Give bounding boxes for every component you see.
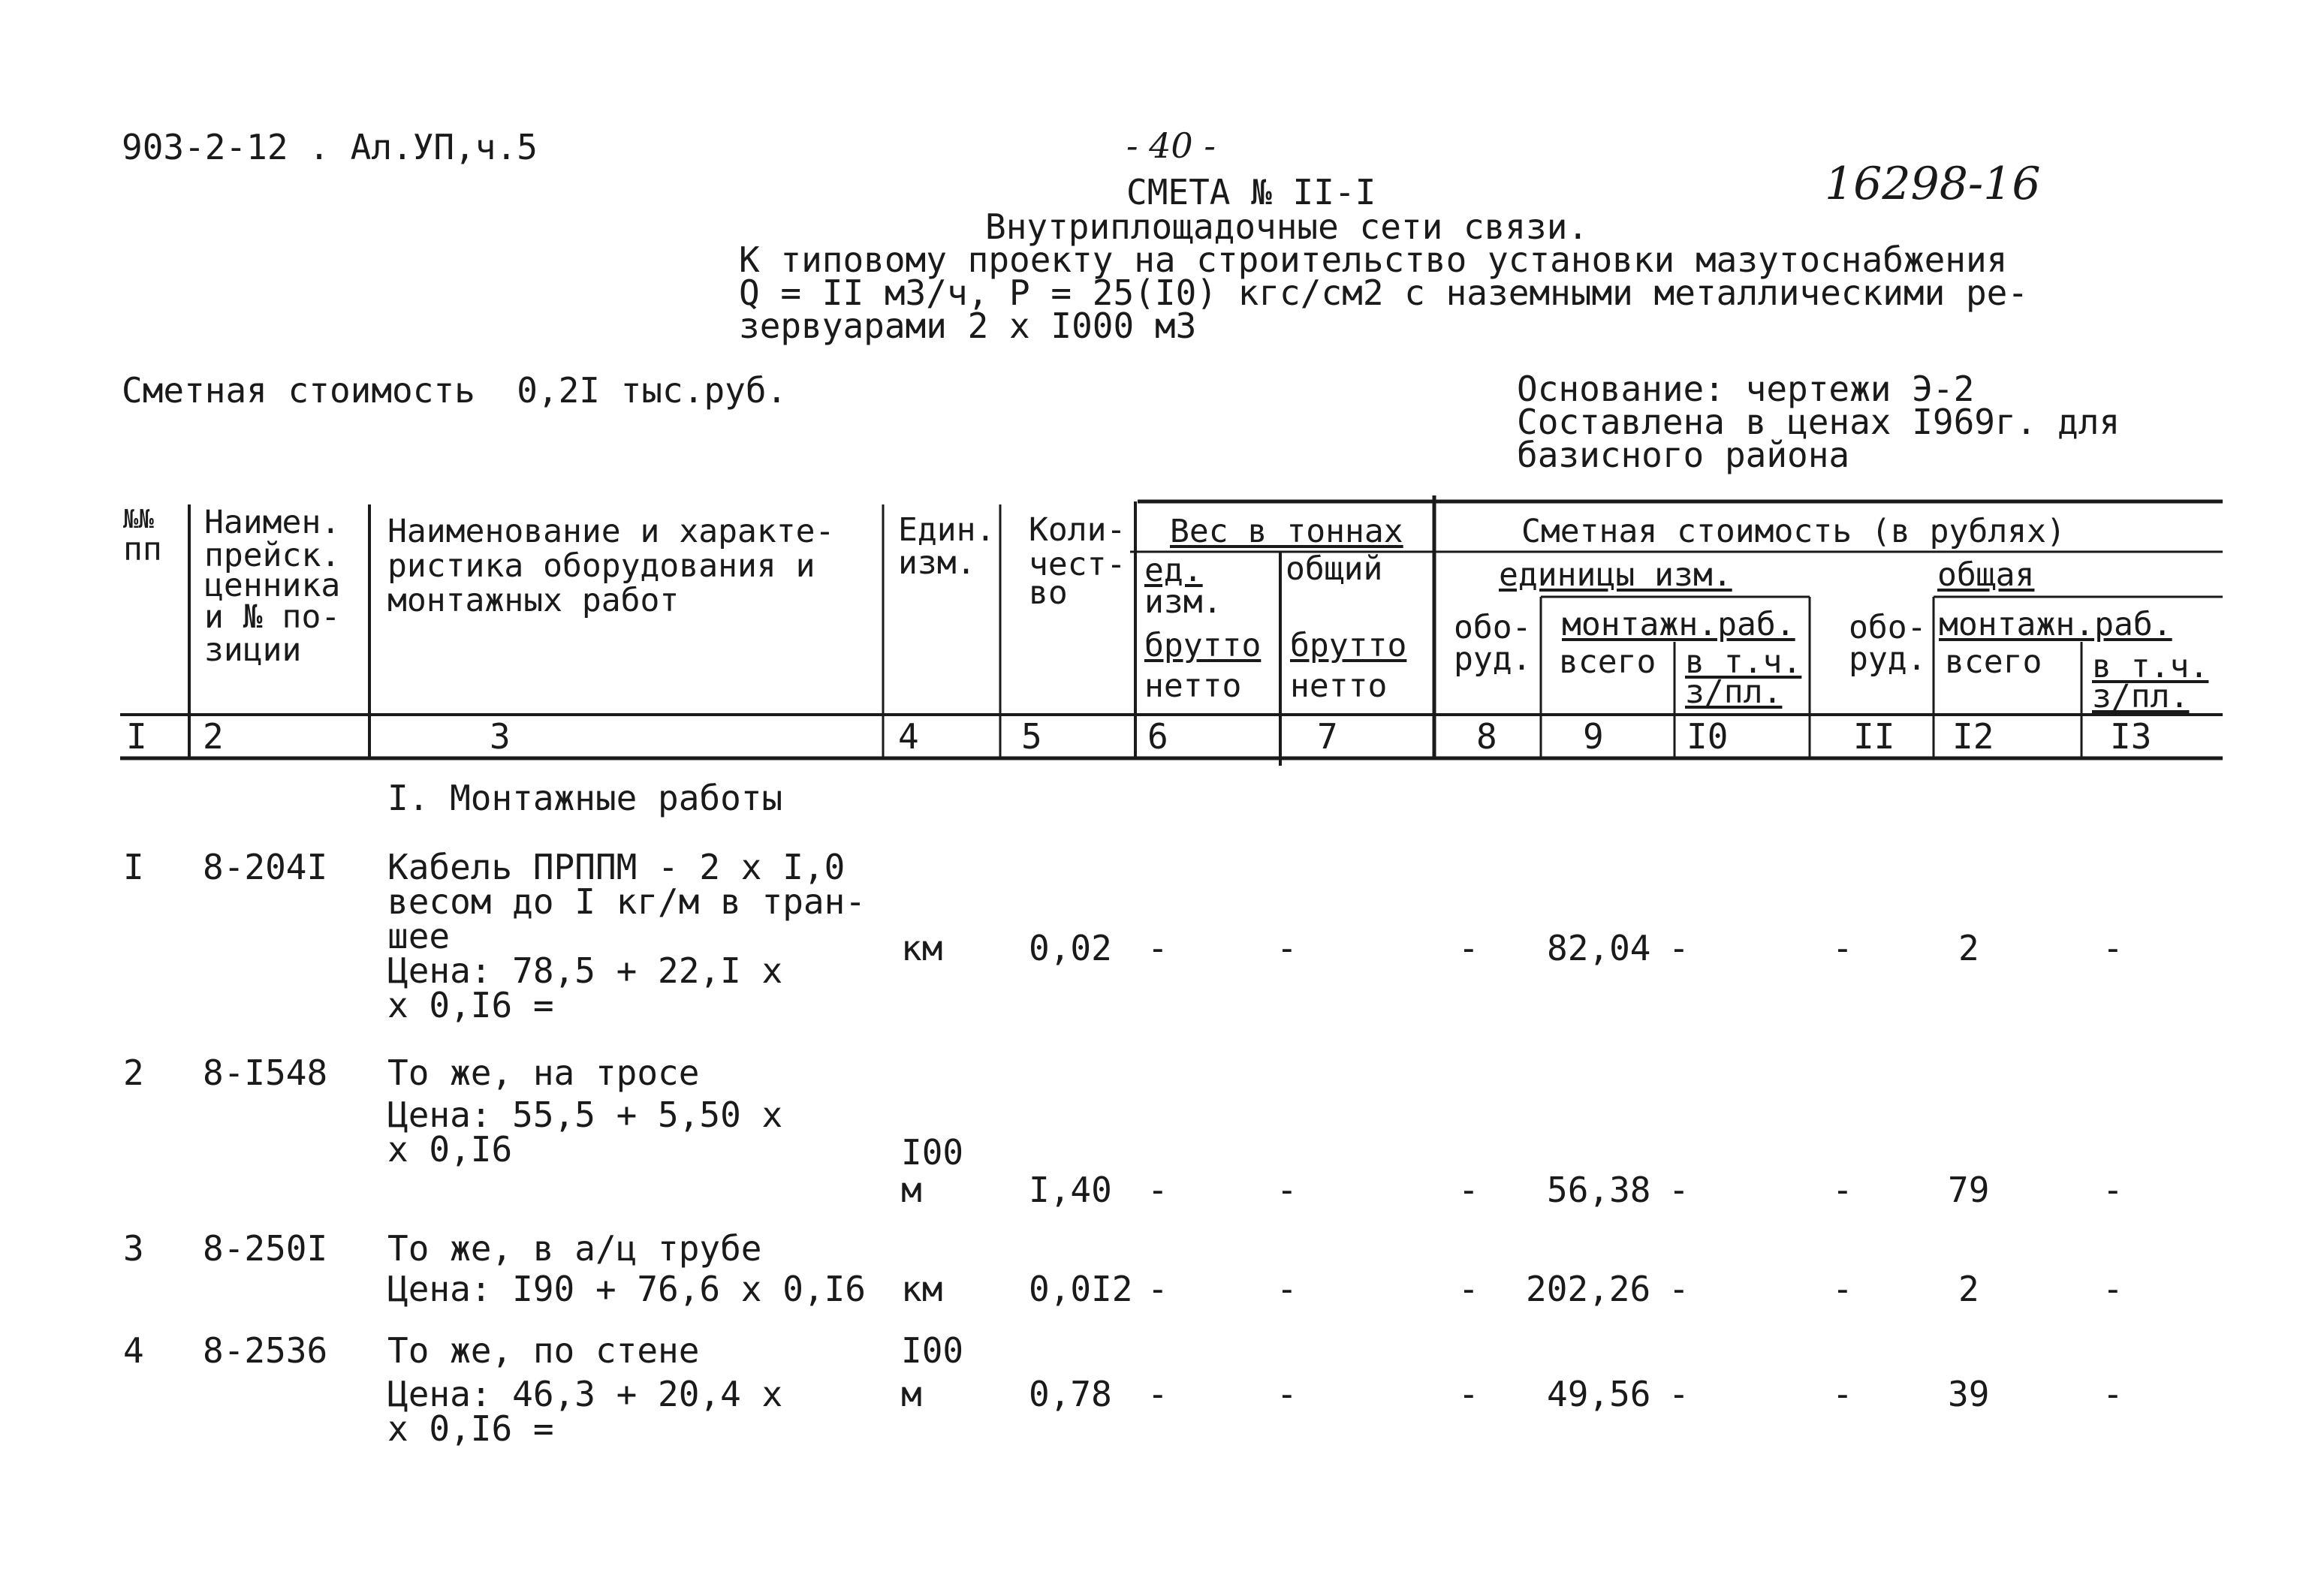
stamp-number: 16298-16 [1825,158,2041,210]
col-number-7: 7 [1317,716,1338,757]
row-c6: - [1147,1374,1168,1414]
hdr-total-incl-line-2: з/пл. [2092,678,2190,715]
row-c7: - [1277,1269,1298,1309]
row-unit: км [901,928,943,968]
row-c10: - [1668,928,1690,968]
row-c8: - [1458,928,1479,968]
row-description-line: Цена: I90 + 76,6 х 0,I6 [387,1269,866,1309]
hdr-unit-brutto: брутто [1144,627,1262,664]
col-number-1: I [126,716,147,757]
col-number-12: I2 [1952,716,1994,757]
row-c8: - [1458,1374,1479,1414]
row-price-code: 8-I548 [203,1052,328,1093]
row-price-code: 8-250I [203,1228,328,1269]
row-c9: 82,04 [1547,928,1651,968]
row-number: I [123,847,144,887]
col-number-4: 4 [898,716,919,757]
project-description-line-2: Q = II м3/ч, P = 25(I0) кгс/см2 с наземными металлическими ре- [739,273,2029,313]
hdr-weight-group: Вес в тоннах [1170,513,1403,550]
row-c11: - [1832,928,1853,968]
hdr-col1-line-1: №№ [123,504,154,535]
hdr-col5-line-1: Коли- [1029,511,1126,549]
row-description-line: х 0,I6 = [387,985,554,1025]
row-c12: 79 [1948,1170,1990,1210]
hdr-total-group: общая [1937,556,2035,594]
hdr-col2-line-2: прейск. [204,537,341,574]
hdr-unit-netto: нетто [1144,667,1242,705]
hdr-unit-equip-line-2: руд. [1454,640,1532,678]
row-unit: I00 [901,1330,964,1371]
row-c10: - [1668,1269,1690,1309]
row-number: 2 [123,1052,144,1093]
hdr-col5-line-2: чест- [1029,546,1126,583]
row-description-line: весом до I кг/м в тран- [387,881,866,922]
col-number-5: 5 [1021,716,1042,757]
hdr-col2-line-4: и № по- [204,598,341,636]
row-c12: 2 [1958,928,1979,968]
row-c12: 39 [1948,1374,1990,1414]
row-c13: - [2103,928,2124,968]
col-number-3: 3 [490,716,511,757]
row-c13: - [2103,1374,2124,1414]
hdr-weight-total: общий [1286,550,1383,588]
row-description-line: шее [387,916,451,956]
hdr-col3-line-3: монтажных работ [387,582,680,619]
row-quantity: 0,02 [1029,928,1112,968]
row-description-line: х 0,I6 = [387,1408,554,1449]
row-c11: - [1832,1269,1853,1309]
hdr-unit-incl-line-1: в т.ч. [1685,643,1802,681]
col-number-6: 6 [1147,716,1168,757]
project-description-line-1: К типовому проекту на строительство установки мазутоснабжения [739,239,2008,280]
row-c11: - [1832,1374,1853,1414]
basis-line-3: базисного района [1517,435,1850,475]
row-c8: - [1458,1170,1479,1210]
row-c6: - [1147,1269,1168,1309]
doc-code: 903-2-12 . Ал.УП,ч.5 [122,127,538,167]
hdr-total-incl-line-1: в т.ч. [2092,648,2209,685]
row-description-line: х 0,I6 [387,1129,513,1170]
section-title: I. Монтажные работы [387,778,783,818]
hdr-col4-line-2: изм. [898,544,976,582]
row-price-code: 8-204I [203,847,328,887]
row-unit: I00 [901,1132,964,1173]
smeta-subtitle: Внутриплощадочные сети связи. [985,206,1589,247]
row-quantity: 0,0I2 [1029,1269,1133,1309]
hdr-col4-line-1: Един. [898,511,996,549]
row-c9: 202,26 [1526,1269,1651,1309]
row-c9: 49,56 [1547,1374,1651,1414]
row-c10: - [1668,1374,1690,1414]
row-quantity: 0,78 [1029,1374,1112,1414]
row-unit: м [901,1170,922,1210]
basis-line-2: Составлена в ценах I969г. для [1517,402,2121,442]
col-number-2: 2 [203,716,224,757]
row-description-line: То же, на тросе [387,1052,700,1093]
row-c8: - [1458,1269,1479,1309]
hdr-unit-equip-line-1: обо- [1454,609,1532,646]
basis-line-1: Основание: чертежи Э-2 [1517,369,1975,409]
row-c7: - [1277,1170,1298,1210]
hdr-cost-group: Сметная стоимость (в рублях) [1521,513,2066,550]
hdr-total-equip-line-1: обо- [1849,609,1927,646]
hdr-unit-mount: монтажн.раб. [1562,606,1795,643]
hdr-weight-unit-line-1: ед. [1144,552,1203,589]
col-number-13: I3 [2110,716,2152,757]
row-c13: - [2103,1269,2124,1309]
row-price-code: 8-2536 [203,1330,328,1371]
row-c13: - [2103,1170,2124,1210]
smeta-title: СМЕТА № II-I [1126,172,1376,212]
hdr-col3-line-2: ристика оборудования и [387,547,815,585]
row-c7: - [1277,1374,1298,1414]
row-description-line: Цена: 46,3 + 20,4 х [387,1374,783,1414]
row-c11: - [1832,1170,1853,1210]
row-description-line: Цена: 78,5 + 22,I х [387,950,783,991]
row-number: 3 [123,1228,144,1269]
row-description-line: То же, по стене [387,1330,700,1371]
hdr-total-equip-line-2: руд. [1849,640,1927,678]
row-c9: 56,38 [1547,1170,1651,1210]
hdr-col3-line-1: Наименование и характе- [387,513,835,550]
row-description-line: Цена: 55,5 + 5,50 х [387,1095,783,1135]
col-number-10: I0 [1687,716,1729,757]
row-c10: - [1668,1170,1690,1210]
project-description-line-3: зервуарами 2 х I000 м3 [739,306,1197,346]
row-c7: - [1277,928,1298,968]
row-description-line: Кабель ПРППМ - 2 х I,0 [387,847,846,887]
row-c6: - [1147,928,1168,968]
row-c6: - [1147,1170,1168,1210]
hdr-total-netto: нетто [1290,667,1388,705]
hdr-col1-line-2: пп [123,531,162,568]
row-c12: 2 [1958,1269,1979,1309]
hdr-col2-line-3: ценника [204,567,341,604]
hdr-col2-line-1: Наимен. [204,504,341,541]
row-description-line: То же, в а/ц трубе [387,1228,762,1269]
col-number-8: 8 [1476,716,1497,757]
hdr-unit-all: всего [1559,643,1656,681]
row-quantity: I,40 [1029,1170,1112,1210]
col-number-9: 9 [1583,716,1604,757]
row-number: 4 [123,1330,144,1371]
hdr-unit-group: единицы изм. [1499,556,1732,594]
estimated-cost: Сметная стоимость 0,2I тыс.руб. [122,370,788,411]
hdr-total-mount: монтажн.раб. [1939,606,2172,643]
col-number-11: II [1853,716,1895,757]
row-unit: км [901,1269,943,1309]
hdr-col2-line-5: зиции [204,631,302,669]
hdr-total-brutto: брутто [1290,627,1407,664]
row-unit: м [901,1374,922,1414]
hdr-col5-line-3: во [1029,574,1068,612]
page-number: - 40 - [1126,125,1216,166]
hdr-total-all: всего [1945,643,2042,681]
hdr-weight-unit-line-2: изм. [1144,583,1222,621]
hdr-unit-incl-line-2: з/пл. [1685,673,1783,711]
